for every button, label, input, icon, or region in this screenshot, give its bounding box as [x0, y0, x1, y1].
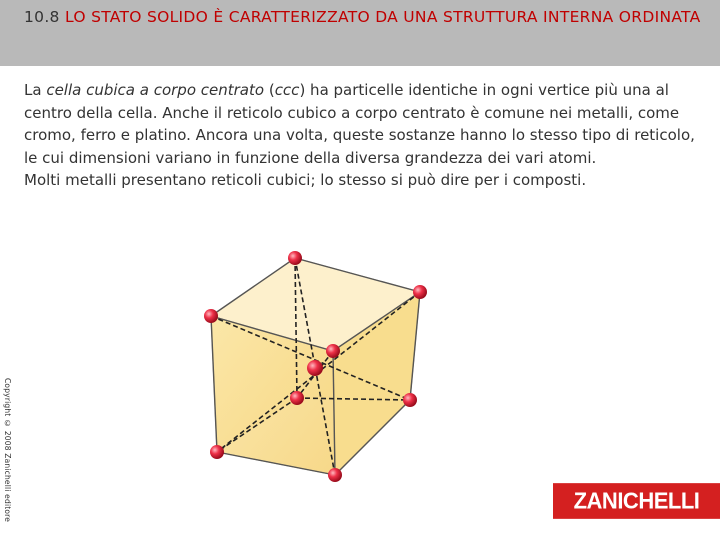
atom-corner: [403, 393, 417, 407]
slide-title: [24, 7, 704, 27]
atom-corner: [326, 344, 340, 358]
paragraph-1: [24, 79, 700, 169]
abbrev-italic: ccc: [274, 81, 300, 99]
section-number: 10.8: [24, 8, 60, 26]
zanichelli-logo: ZANICHELLI: [553, 483, 720, 519]
bcc-unit-cell-figure: [195, 240, 445, 540]
atom-corner: [328, 468, 342, 482]
paragraph-2: Molti metalli presentano reticoli cubici; lo stesso si può dire per i composti.: [24, 171, 587, 189]
header-bar: [0, 0, 720, 66]
atom-center: [307, 360, 323, 376]
title-text: LO STATO SOLIDO È CARATTERIZZATO DA UNA STRUTTURA INTERNA ORDINATA: [64, 8, 701, 26]
text-run: La: [24, 81, 47, 99]
body-text: [24, 79, 700, 192]
text-run: ) ha particelle identiche in ogni vertice più una al centro della cella. Anche il reticolo cubico a corpo centrato è comune nei metalli, come cromo, ferro e platino. Ancora una volta, queste sostanze hanno lo stesso tipo di reticolo, le cui dimensioni variano in funzione della diversa grandezza dei vari atomi.: [24, 81, 695, 167]
text-run: (: [264, 81, 275, 99]
atom-corner: [204, 309, 218, 323]
atom-corner: [288, 251, 302, 265]
atom-corner: [210, 445, 224, 459]
atom-corner: [413, 285, 427, 299]
term-italic: cella cubica a corpo centrato: [46, 81, 265, 99]
atom-corner: [290, 391, 304, 405]
copyright-notice: Copyright © 2008 Zanichelli editore: [3, 378, 12, 523]
